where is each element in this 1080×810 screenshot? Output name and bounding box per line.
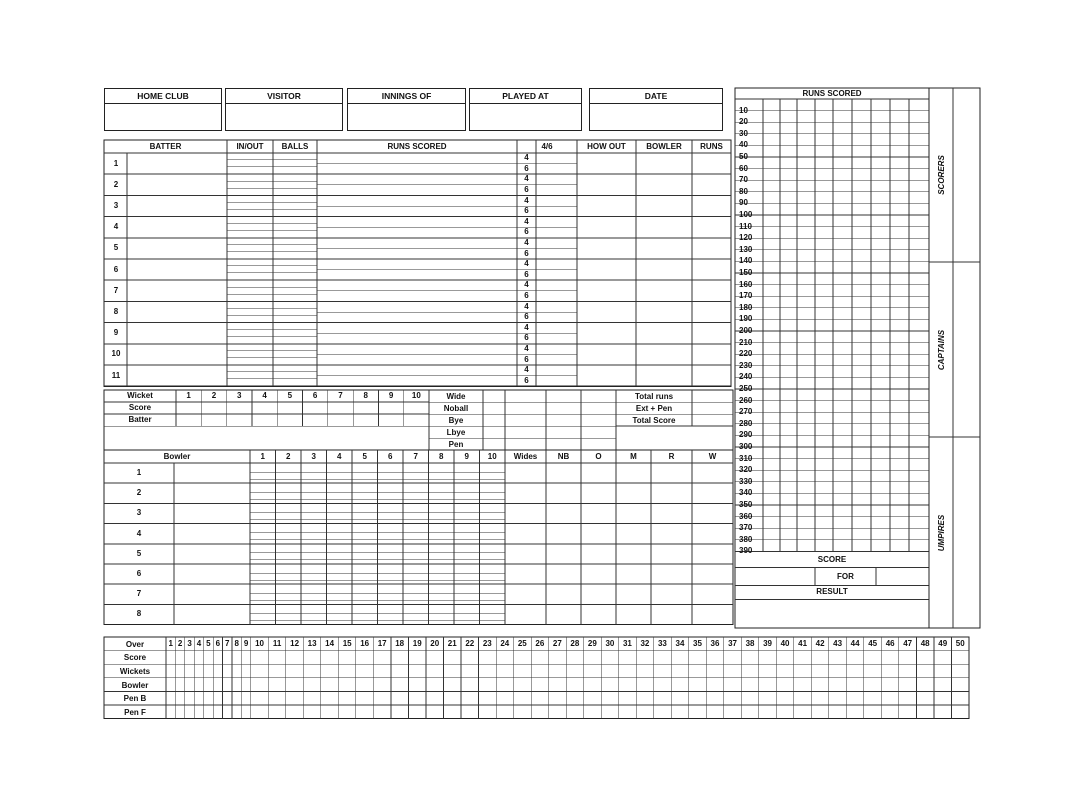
runs-scored-cell[interactable] xyxy=(317,259,517,280)
over-number: 6 xyxy=(215,638,221,648)
runs-cell[interactable] xyxy=(692,344,731,365)
over-number: 39 xyxy=(763,638,772,648)
runs-scored-cell[interactable] xyxy=(317,323,517,344)
batter-number: 5 xyxy=(113,243,119,253)
runs-cell[interactable] xyxy=(692,238,731,259)
runs-scored-cell[interactable] xyxy=(317,365,517,386)
bowler-cell[interactable] xyxy=(636,217,692,238)
over-number: 24 xyxy=(500,638,510,648)
runs-scored-cell[interactable] xyxy=(317,344,517,365)
over-number: 13 xyxy=(307,638,317,648)
runs-mark-label: 200 xyxy=(739,325,753,335)
four-label: 4 xyxy=(524,301,529,311)
how-out-cell[interactable] xyxy=(577,280,636,301)
four-label: 4 xyxy=(524,238,529,248)
how-out-cell[interactable] xyxy=(577,365,636,386)
runs-scored-cell[interactable] xyxy=(317,238,517,259)
over-row-score-label: Score xyxy=(123,653,147,663)
batter-number: 8 xyxy=(113,306,119,316)
runs-mark-label: 300 xyxy=(739,441,753,451)
scorers-label: SCORERS xyxy=(936,155,946,195)
six-label: 6 xyxy=(524,269,529,279)
fow-wicket-number: 5 xyxy=(287,391,293,400)
over-number: 23 xyxy=(482,638,492,648)
extras-lbye-label: Lbye xyxy=(446,428,466,437)
four-label: 4 xyxy=(524,216,529,226)
bowler-number: 7 xyxy=(136,589,142,599)
runs-scored-cell[interactable] xyxy=(317,280,517,301)
fow-wicket-number: 1 xyxy=(186,391,191,400)
runs-cell[interactable] xyxy=(692,217,731,238)
scorers-input[interactable] xyxy=(953,88,980,262)
over-number: 34 xyxy=(675,638,685,648)
how-out-cell[interactable] xyxy=(577,217,636,238)
over-number: 36 xyxy=(710,638,720,648)
bowler-cell[interactable] xyxy=(636,344,692,365)
batter-name-cell[interactable] xyxy=(127,195,227,216)
runs-mark-label: 60 xyxy=(739,163,748,173)
over-number: 2 xyxy=(177,638,183,648)
bowler-name-cell[interactable] xyxy=(174,584,250,604)
how-out-cell[interactable] xyxy=(577,259,636,280)
over-number: 1 xyxy=(168,638,173,648)
over-number: 16 xyxy=(360,638,370,648)
runs-mark-label: 100 xyxy=(739,209,753,219)
batter-name-cell[interactable] xyxy=(127,365,227,386)
four-six-header: 4/6 xyxy=(541,141,553,151)
bowling-m-header: M xyxy=(630,451,637,461)
runs-scored-cell[interactable] xyxy=(317,174,517,195)
batter-name-cell[interactable] xyxy=(127,323,227,344)
runs-mark-label: 240 xyxy=(739,372,753,382)
runs-mark-label: 150 xyxy=(739,267,753,277)
bowling-o-header: O xyxy=(595,451,602,461)
over-number: 31 xyxy=(622,638,632,648)
over-number: 3 xyxy=(187,638,192,648)
bowling-over-header: 1 xyxy=(260,451,265,461)
fow-score-label: Score xyxy=(128,403,152,412)
bowler-cell[interactable] xyxy=(636,195,692,216)
bowler-number: 1 xyxy=(136,468,142,478)
batter-name-cell[interactable] xyxy=(127,217,227,238)
six-label: 6 xyxy=(524,291,529,301)
over-number: 38 xyxy=(745,638,755,648)
runs-header: RUNS xyxy=(700,141,723,151)
runs-cell[interactable] xyxy=(692,153,731,174)
four-label: 4 xyxy=(524,280,529,290)
batter-number: 11 xyxy=(111,370,121,380)
over-number: 10 xyxy=(255,638,265,648)
bowler-cell[interactable] xyxy=(636,365,692,386)
over-number: 37 xyxy=(728,638,737,648)
runs-mark-label: 270 xyxy=(739,407,753,417)
runs-cell[interactable] xyxy=(692,174,731,195)
over-number: 11 xyxy=(272,638,282,648)
over-number: 42 xyxy=(815,638,825,648)
runs-mark-label: 360 xyxy=(739,511,753,521)
over-number: 29 xyxy=(587,638,597,648)
bowler-number: 2 xyxy=(136,488,142,498)
runs-mark-label: 330 xyxy=(739,476,753,486)
over-number: 4 xyxy=(196,638,202,648)
over-number: 25 xyxy=(517,638,527,648)
over-number: 18 xyxy=(395,638,405,648)
batter-number: 3 xyxy=(113,200,119,210)
over-number: 7 xyxy=(225,638,230,648)
runs-mark-label: 70 xyxy=(739,175,748,185)
bowling-r-header: R xyxy=(668,451,675,461)
runs-mark-label: 390 xyxy=(739,546,753,556)
fow-wicket-number: 8 xyxy=(363,391,368,400)
result-label: RESULT xyxy=(816,587,848,597)
four-label: 4 xyxy=(524,259,529,269)
bowler-name-cell[interactable] xyxy=(174,524,250,544)
runs-scored-cell[interactable] xyxy=(317,301,517,322)
runs-mark-label: 340 xyxy=(739,488,753,498)
over-row-pen-f-label: Pen F xyxy=(124,707,146,717)
four-label: 4 xyxy=(524,153,529,163)
how-out-cell[interactable] xyxy=(577,174,636,195)
over-number: 43 xyxy=(833,638,843,648)
four-label: 4 xyxy=(524,322,529,332)
bowler-cell[interactable] xyxy=(636,301,692,322)
date-label: DATE xyxy=(590,89,722,104)
six-label: 6 xyxy=(524,333,529,343)
runs-mark-label: 30 xyxy=(739,128,748,138)
bowler-number: 6 xyxy=(136,569,142,579)
runs-mark-label: 80 xyxy=(739,186,748,196)
runs-mark-label: 180 xyxy=(739,302,753,312)
bowling-nb-header: NB xyxy=(557,451,570,461)
runs-mark-label: 90 xyxy=(739,198,748,208)
over-number: 46 xyxy=(885,638,895,648)
runs-cell[interactable] xyxy=(692,195,731,216)
bowler-name-cell[interactable] xyxy=(174,564,250,584)
captains-input[interactable] xyxy=(953,262,980,437)
extras-pen-label: Pen xyxy=(448,440,464,449)
batter-name-cell[interactable] xyxy=(127,238,227,259)
bowler-cell[interactable] xyxy=(636,280,692,301)
runs-mark-label: 190 xyxy=(739,314,753,324)
over-number: 50 xyxy=(955,638,965,648)
runs-mark-label: 160 xyxy=(739,279,753,289)
umpires-input[interactable] xyxy=(953,437,980,628)
umpires-label: UMPIRES xyxy=(936,514,946,551)
batter-name-cell[interactable] xyxy=(127,301,227,322)
runs-mark-label: 210 xyxy=(739,337,753,347)
runs-mark-label: 140 xyxy=(739,256,753,266)
extras-bye-label: Bye xyxy=(448,416,464,425)
batter-number: 6 xyxy=(113,264,119,274)
bowling-over-header: 5 xyxy=(362,451,367,461)
bowling-over-header: 4 xyxy=(337,451,342,461)
fow-wicket-number: 9 xyxy=(388,391,394,400)
over-number: 14 xyxy=(325,638,335,648)
bowling-over-header: 2 xyxy=(286,451,291,461)
batter-name-cell[interactable] xyxy=(127,280,227,301)
runs-mark-label: 320 xyxy=(739,465,753,475)
how-out-cell[interactable] xyxy=(577,344,636,365)
over-number: 19 xyxy=(412,638,422,648)
four-label: 4 xyxy=(524,195,529,205)
captains-label: CAPTAINS xyxy=(936,329,946,370)
over-number: 5 xyxy=(206,638,211,648)
over-number: 44 xyxy=(850,638,860,648)
runs-mark-label: 230 xyxy=(739,360,753,370)
runs-mark-label: 20 xyxy=(739,117,748,127)
bowling-over-header: 10 xyxy=(487,451,497,461)
bowler-col-header: Bowler xyxy=(163,451,191,461)
over-row-wickets-label: Wickets xyxy=(119,666,151,676)
six-label: 6 xyxy=(524,375,529,385)
bowling-over-header: 6 xyxy=(388,451,393,461)
totals-label: Total runs xyxy=(634,392,674,401)
fow-batter-label: Batter xyxy=(128,415,152,424)
over-number: 28 xyxy=(570,638,580,648)
in-out-header: IN/OUT xyxy=(236,141,264,151)
extras-wide-label: Wide xyxy=(446,392,466,401)
batter-number: 2 xyxy=(113,179,119,189)
bowling-wides-header: Wides xyxy=(513,451,538,461)
bowler-name-cell[interactable] xyxy=(174,503,250,523)
bowler-name-cell[interactable] xyxy=(174,544,250,564)
runs-mark-label: 10 xyxy=(739,105,748,115)
over-number: 40 xyxy=(780,638,790,648)
over-number: 32 xyxy=(640,638,650,648)
four-label: 4 xyxy=(524,174,529,184)
runs-scored-cell[interactable] xyxy=(317,153,517,174)
runs-mark-label: 250 xyxy=(739,383,753,393)
runs-scored-tally-title: RUNS SCORED xyxy=(802,88,862,98)
six-label: 6 xyxy=(524,312,529,322)
bowler-name-cell[interactable] xyxy=(174,483,250,503)
runs-mark-label: 380 xyxy=(739,534,753,544)
six-label: 6 xyxy=(524,163,529,173)
over-number: 9 xyxy=(243,638,249,648)
bowler-number: 8 xyxy=(136,609,142,619)
totals-label: Total Score xyxy=(632,416,676,425)
fow-wicket-number: 2 xyxy=(211,391,217,400)
over-number: 33 xyxy=(657,638,667,648)
fow-wicket-number: 3 xyxy=(237,391,242,400)
over-number: 20 xyxy=(430,638,440,648)
six-label: 6 xyxy=(524,248,529,258)
runs-mark-label: 350 xyxy=(739,499,753,509)
bowler-number: 5 xyxy=(136,548,142,558)
runs-scored-cell[interactable] xyxy=(317,195,517,216)
bowler-number: 4 xyxy=(136,528,142,538)
innings-of-label: INNINGS OF xyxy=(348,89,465,104)
bowler-cell[interactable] xyxy=(636,174,692,195)
six-label: 6 xyxy=(524,354,529,364)
visitor-label: VISITOR xyxy=(226,89,342,104)
runs-mark-label: 220 xyxy=(739,349,753,359)
runs-mark-label: 290 xyxy=(739,430,753,440)
bowler-number: 3 xyxy=(136,508,142,518)
over-row-over-label: Over xyxy=(125,639,145,649)
over-number: 8 xyxy=(234,638,239,648)
runs-mark-label: 130 xyxy=(739,244,753,254)
runs-cell[interactable] xyxy=(692,259,731,280)
runs-scored-cell[interactable] xyxy=(317,217,517,238)
how-out-cell[interactable] xyxy=(577,195,636,216)
bowler-header: BOWLER xyxy=(646,141,682,151)
how-out-cell[interactable] xyxy=(577,323,636,344)
how-out-cell[interactable] xyxy=(577,301,636,322)
bowling-over-header: 3 xyxy=(311,451,316,461)
runs-mark-label: 170 xyxy=(739,291,753,301)
batter-name-cell[interactable] xyxy=(127,259,227,280)
batter-number: 4 xyxy=(113,222,119,232)
runs-cell[interactable] xyxy=(692,323,731,344)
fow-wicket-number: 6 xyxy=(312,391,318,400)
runs-cell[interactable] xyxy=(692,301,731,322)
over-number: 12 xyxy=(290,638,300,648)
over-number: 17 xyxy=(377,638,387,648)
over-number: 49 xyxy=(938,638,948,648)
batter-number: 1 xyxy=(113,158,119,168)
bowling-w-header: W xyxy=(708,451,717,461)
batter-number: 9 xyxy=(113,328,119,338)
bowler-name-cell[interactable] xyxy=(174,604,250,624)
how-out-cell[interactable] xyxy=(577,238,636,259)
six-label: 6 xyxy=(524,185,529,195)
score-label: SCORE xyxy=(817,555,847,565)
over-number: 35 xyxy=(693,638,702,648)
runs-cell[interactable] xyxy=(692,280,731,301)
batter-number: 10 xyxy=(111,349,121,359)
batter-number: 7 xyxy=(113,285,119,295)
four-label: 4 xyxy=(524,365,529,375)
runs-mark-label: 370 xyxy=(739,523,753,533)
runs-scored-header: RUNS SCORED xyxy=(387,141,447,151)
over-number: 22 xyxy=(465,638,475,648)
runs-mark-label: 280 xyxy=(739,418,753,428)
runs-mark-label: 40 xyxy=(739,140,748,150)
how-out-cell[interactable] xyxy=(577,153,636,174)
over-number: 26 xyxy=(535,638,545,648)
balls-header: BALLS xyxy=(281,141,309,151)
batter-header: BATTER xyxy=(149,141,182,151)
fow-wicket-number: 7 xyxy=(338,391,343,400)
batter-name-cell[interactable] xyxy=(127,344,227,365)
bowler-cell[interactable] xyxy=(636,153,692,174)
over-number: 48 xyxy=(920,638,930,648)
for-label: FOR xyxy=(837,571,854,581)
over-number: 27 xyxy=(552,638,562,648)
bowler-cell[interactable] xyxy=(636,323,692,344)
runs-cell[interactable] xyxy=(692,365,731,386)
runs-mark-label: 110 xyxy=(739,221,752,231)
four-label: 4 xyxy=(524,344,529,354)
played-at-label: PLAYED AT xyxy=(470,89,581,104)
bowler-cell[interactable] xyxy=(636,238,692,259)
bowler-cell[interactable] xyxy=(636,259,692,280)
over-number: 47 xyxy=(903,638,913,648)
batter-name-cell[interactable] xyxy=(127,153,227,174)
bowling-over-header: 7 xyxy=(413,451,418,461)
how-out-header: HOW OUT xyxy=(587,141,626,151)
fow-wicket-number: 4 xyxy=(262,391,267,400)
over-number: 15 xyxy=(342,638,352,648)
bowling-over-header: 9 xyxy=(464,451,469,461)
over-number: 45 xyxy=(868,638,878,648)
bowler-name-cell[interactable] xyxy=(174,463,250,483)
fow-wicket-number: 10 xyxy=(411,391,421,400)
six-label: 6 xyxy=(524,206,529,216)
over-row-bowler-label: Bowler xyxy=(121,680,149,690)
totals-label: Ext + Pen xyxy=(635,404,673,413)
runs-mark-label: 260 xyxy=(739,395,753,405)
six-label: 6 xyxy=(524,227,529,237)
bowling-over-header: 8 xyxy=(439,451,444,461)
fow-wicket-label: Wicket xyxy=(127,391,153,400)
runs-mark-label: 310 xyxy=(739,453,753,463)
runs-mark-label: 50 xyxy=(739,151,748,161)
runs-mark-label: 120 xyxy=(739,233,753,243)
batter-name-cell[interactable] xyxy=(127,174,227,195)
over-number: 21 xyxy=(447,638,457,648)
over-number: 41 xyxy=(798,638,808,648)
over-row-pen-b-label: Pen B xyxy=(123,694,147,704)
over-number: 30 xyxy=(605,638,615,648)
home-club-label: HOME CLUB xyxy=(105,89,221,104)
extras-noball-label: Noball xyxy=(443,404,469,413)
